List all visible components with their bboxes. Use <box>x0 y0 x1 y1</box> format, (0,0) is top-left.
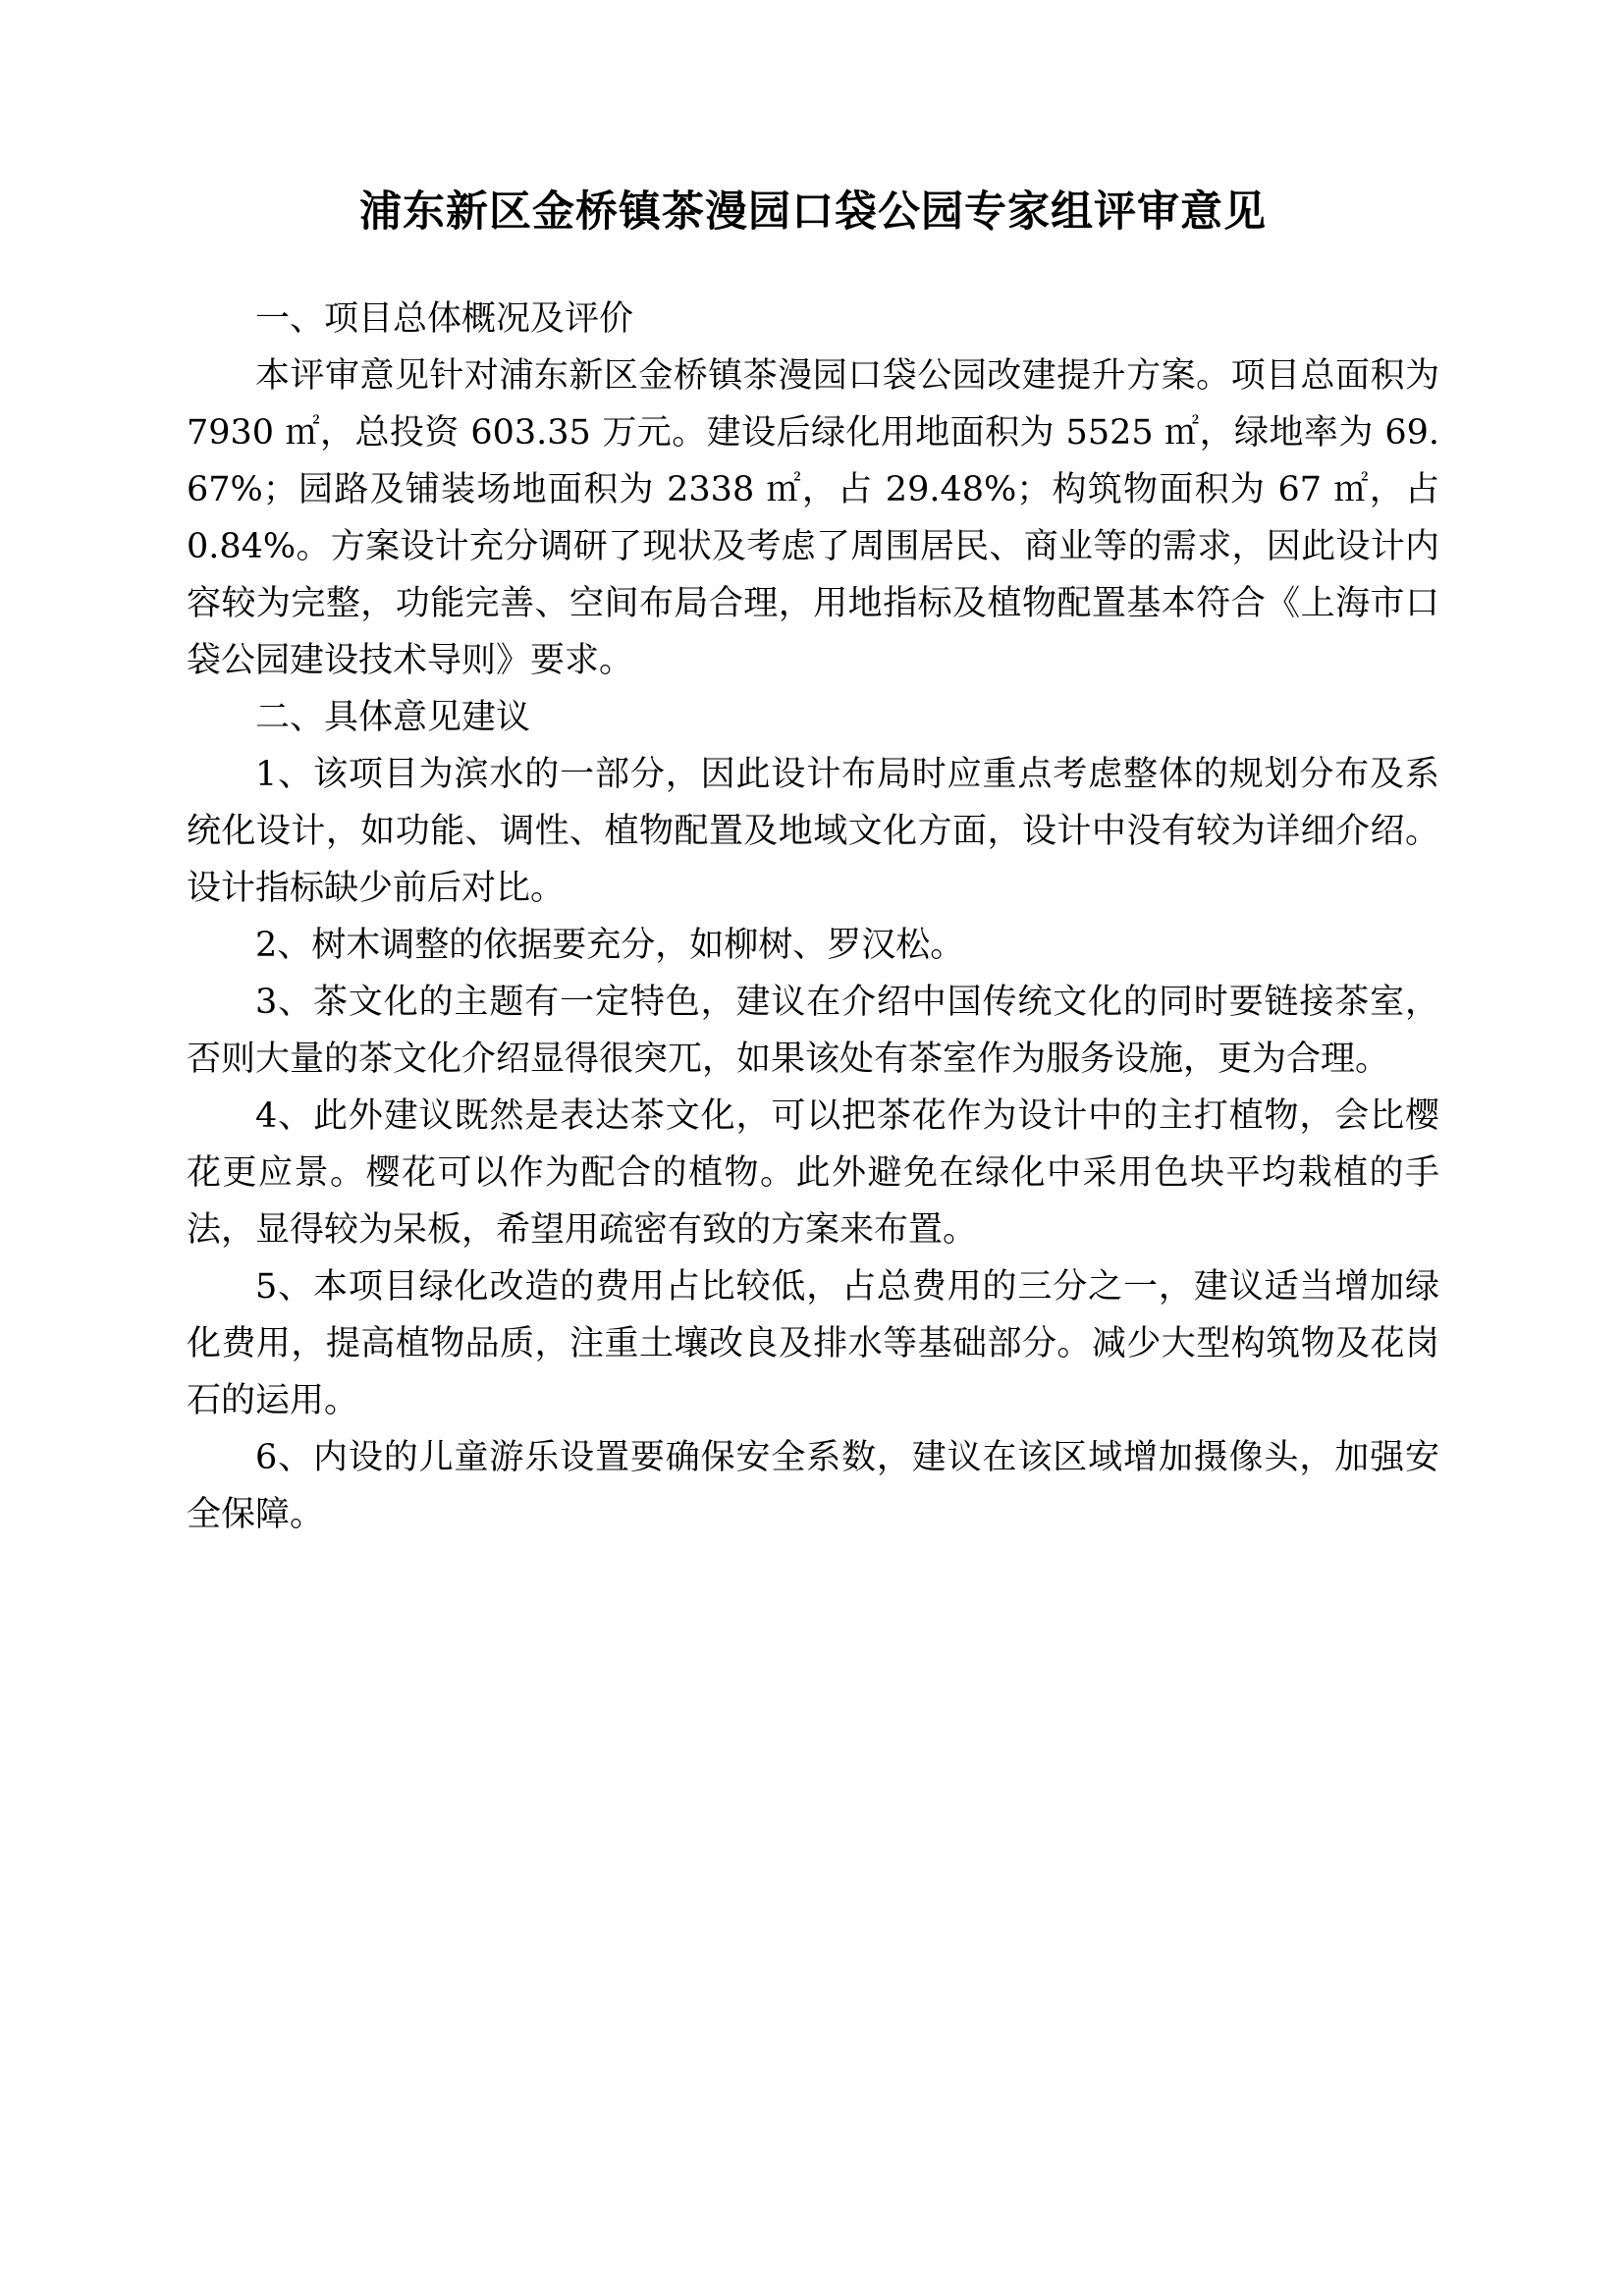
paragraph-overview-1: 本评审意见针对浦东新区金桥镇茶漫园口袋公园改建提升方案。项目总面积为 7930 ㎡，总投资 603.35 万元。建设后绿化用地面积为 5525 ㎡，绿地率为 69.67%；园路及铺装场地面积为 2338 ㎡，占 29.48%；构筑物面积为 67 ㎡，占 0.84%。方案设计充分调研了现状及考虑了周围居民、商业等的需求，因此设计内容较为完整，功能完善、空间布局合理，用地指标及植物配置基本符合《上海市口袋公园建设技术导则》要求。 <box>187 355 1439 680</box>
paragraph-suggestion-3: 3、茶文化的主题有一定特色，建议在介绍中国传统文化的同时要链接茶室，否则大量的茶文化介绍显得很突兀，如果该处有茶室作为服务设施，更为合理。 <box>187 982 1439 1079</box>
paragraph-suggestion-2: 2、树木调整的依据要充分，如柳树、罗汉松。 <box>255 925 965 965</box>
section-heading-suggestions: 二、具体意见建议 <box>255 697 531 737</box>
paragraph-suggestion-5: 5、本项目绿化改造的费用占比较低，占总费用的三分之一，建议适当增加绿化费用，提高植物品质，注重土壤改良及排水等基础部分。减少大型构筑物及花岗石的运用。 <box>187 1266 1439 1420</box>
section-suggestions <box>187 689 1439 1543</box>
section-overview <box>187 291 1439 689</box>
document-body <box>187 0 1439 1543</box>
page-title: 浦东新区金桥镇茶漫园口袋公园专家组评审意见 <box>359 187 1267 237</box>
paragraph-suggestion-4: 4、此外建议既然是表达茶文化，可以把茶花作为设计中的主打植物，会比樱花更应景。樱花可以作为配合的植物。此外避免在绿化中采用色块平均栽植的手法，显得较为呆板，希望用疏密有致的方案来布置。 <box>187 1095 1439 1250</box>
section-heading-overview: 一、项目总体概况及评价 <box>255 298 634 339</box>
paragraph-suggestion-1: 1、该项目为滨水的一部分，因此设计布局时应重点考虑整体的规划分布及系统化设计，如功能、调性、植物配置及地域文化方面，设计中没有较为详细介绍。设计指标缺少前后对比。 <box>187 754 1439 908</box>
paragraph-suggestion-6: 6、内设的儿童游乐设置要确保安全系数，建议在该区域增加摄像头，加强安全保障。 <box>187 1437 1439 1534</box>
